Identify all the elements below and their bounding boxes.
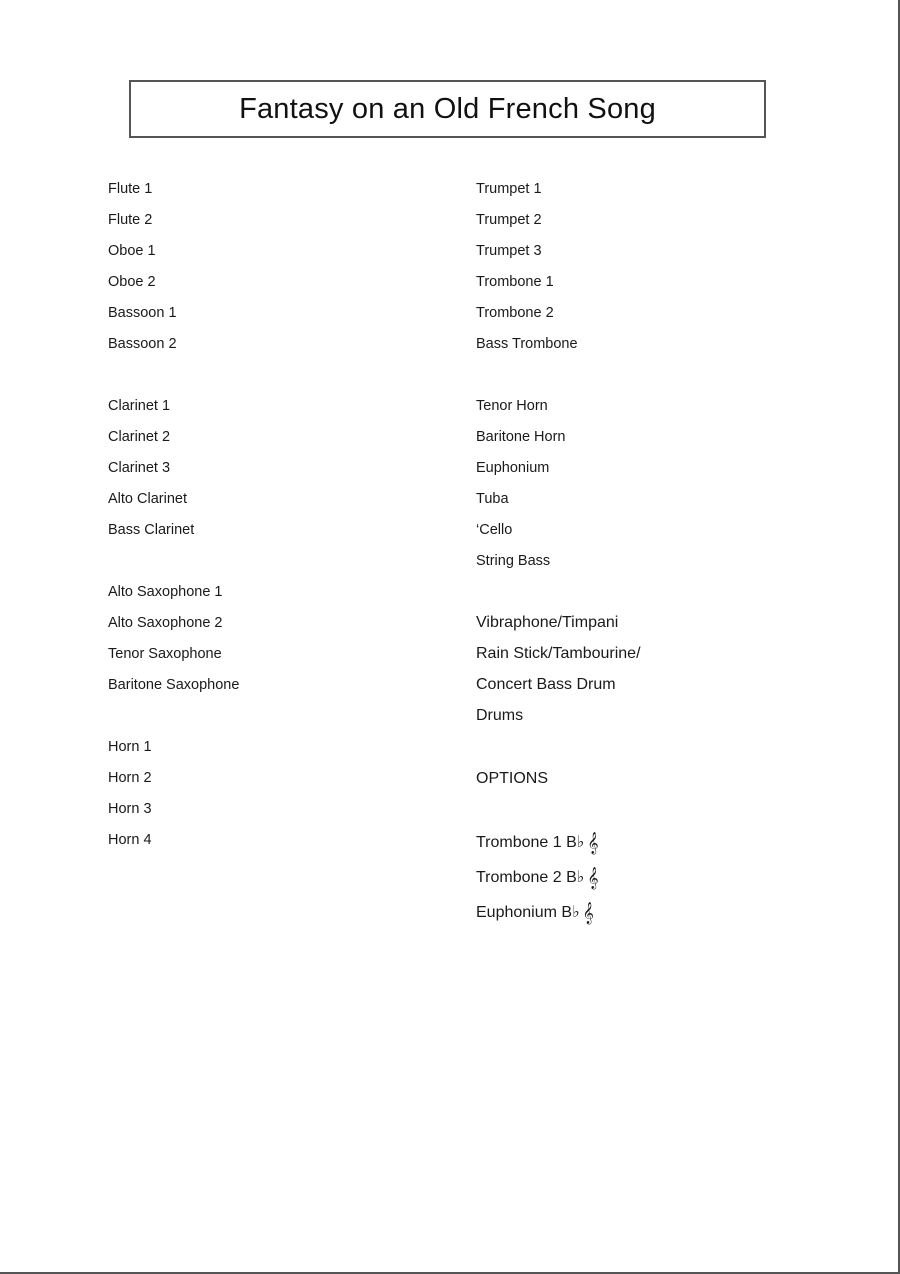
option-item: [476, 867, 599, 887]
instrument-item: Alto Clarinet: [108, 491, 187, 507]
page-title: Fantasy on an Old French Song: [239, 92, 656, 125]
treble-clef-icon: 𝄞: [587, 832, 599, 854]
instrument-item: Bassoon 2: [108, 336, 177, 352]
instrument-item: Vibraphone/Timpani: [476, 614, 619, 631]
instrument-item: Tuba: [476, 491, 509, 507]
instrument-item: Trumpet 2: [476, 212, 542, 228]
instrument-item: Euphonium: [476, 460, 550, 476]
right-instrument-column: [476, 0, 836, 1274]
option-label: Trombone 1 B♭: [476, 834, 585, 851]
option-item: [476, 832, 599, 852]
instrument-item: Clarinet 1: [108, 398, 171, 414]
instrument-item: Flute 2: [108, 212, 153, 228]
instrument-item: Concert Bass Drum: [476, 676, 616, 693]
option-label: Euphonium B♭: [476, 904, 580, 921]
treble-clef-icon: 𝄞: [582, 902, 594, 924]
instrument-item: Tenor Horn: [476, 398, 548, 414]
instrument-item: Drums: [476, 707, 524, 724]
instrument-item: Alto Saxophone 2: [108, 615, 223, 631]
option-item: [476, 902, 594, 922]
option-label: Trombone 2 B♭: [476, 869, 585, 886]
instrument-item: String Bass: [476, 553, 551, 569]
instrument-item: Trombone 2: [476, 305, 554, 321]
instrument-item: Bass Trombone: [476, 336, 578, 352]
instrument-item: Oboe 2: [108, 274, 156, 290]
instrument-item: Horn 1: [108, 739, 152, 755]
instrument-item: Trumpet 3: [476, 243, 542, 259]
instrument-item: Bass Clarinet: [108, 522, 195, 538]
treble-clef-icon: 𝄞: [587, 867, 599, 889]
instrument-item: ‘Cello: [476, 522, 513, 538]
options-heading: OPTIONS: [476, 770, 549, 787]
instrument-item: Oboe 1: [108, 243, 156, 259]
instrument-item: Clarinet 2: [108, 429, 171, 445]
instrument-item: Trombone 1: [476, 274, 554, 290]
instrument-item: Flute 1: [108, 181, 153, 197]
instrument-item: Horn 3: [108, 801, 152, 817]
instrument-item: Alto Saxophone 1: [108, 584, 223, 600]
instrument-item: Rain Stick/Tambourine/: [476, 645, 641, 662]
instrument-item: Baritone Saxophone: [108, 677, 240, 693]
instrument-item: Horn 2: [108, 770, 152, 786]
instrument-item: Bassoon 1: [108, 305, 177, 321]
instrument-item: Trumpet 1: [476, 181, 542, 197]
left-instrument-column: [108, 0, 468, 1274]
instrument-item: Tenor Saxophone: [108, 646, 222, 662]
instrument-item: Baritone Horn: [476, 429, 566, 445]
instrument-item: Horn 4: [108, 832, 152, 848]
instrument-item: Clarinet 3: [108, 460, 171, 476]
